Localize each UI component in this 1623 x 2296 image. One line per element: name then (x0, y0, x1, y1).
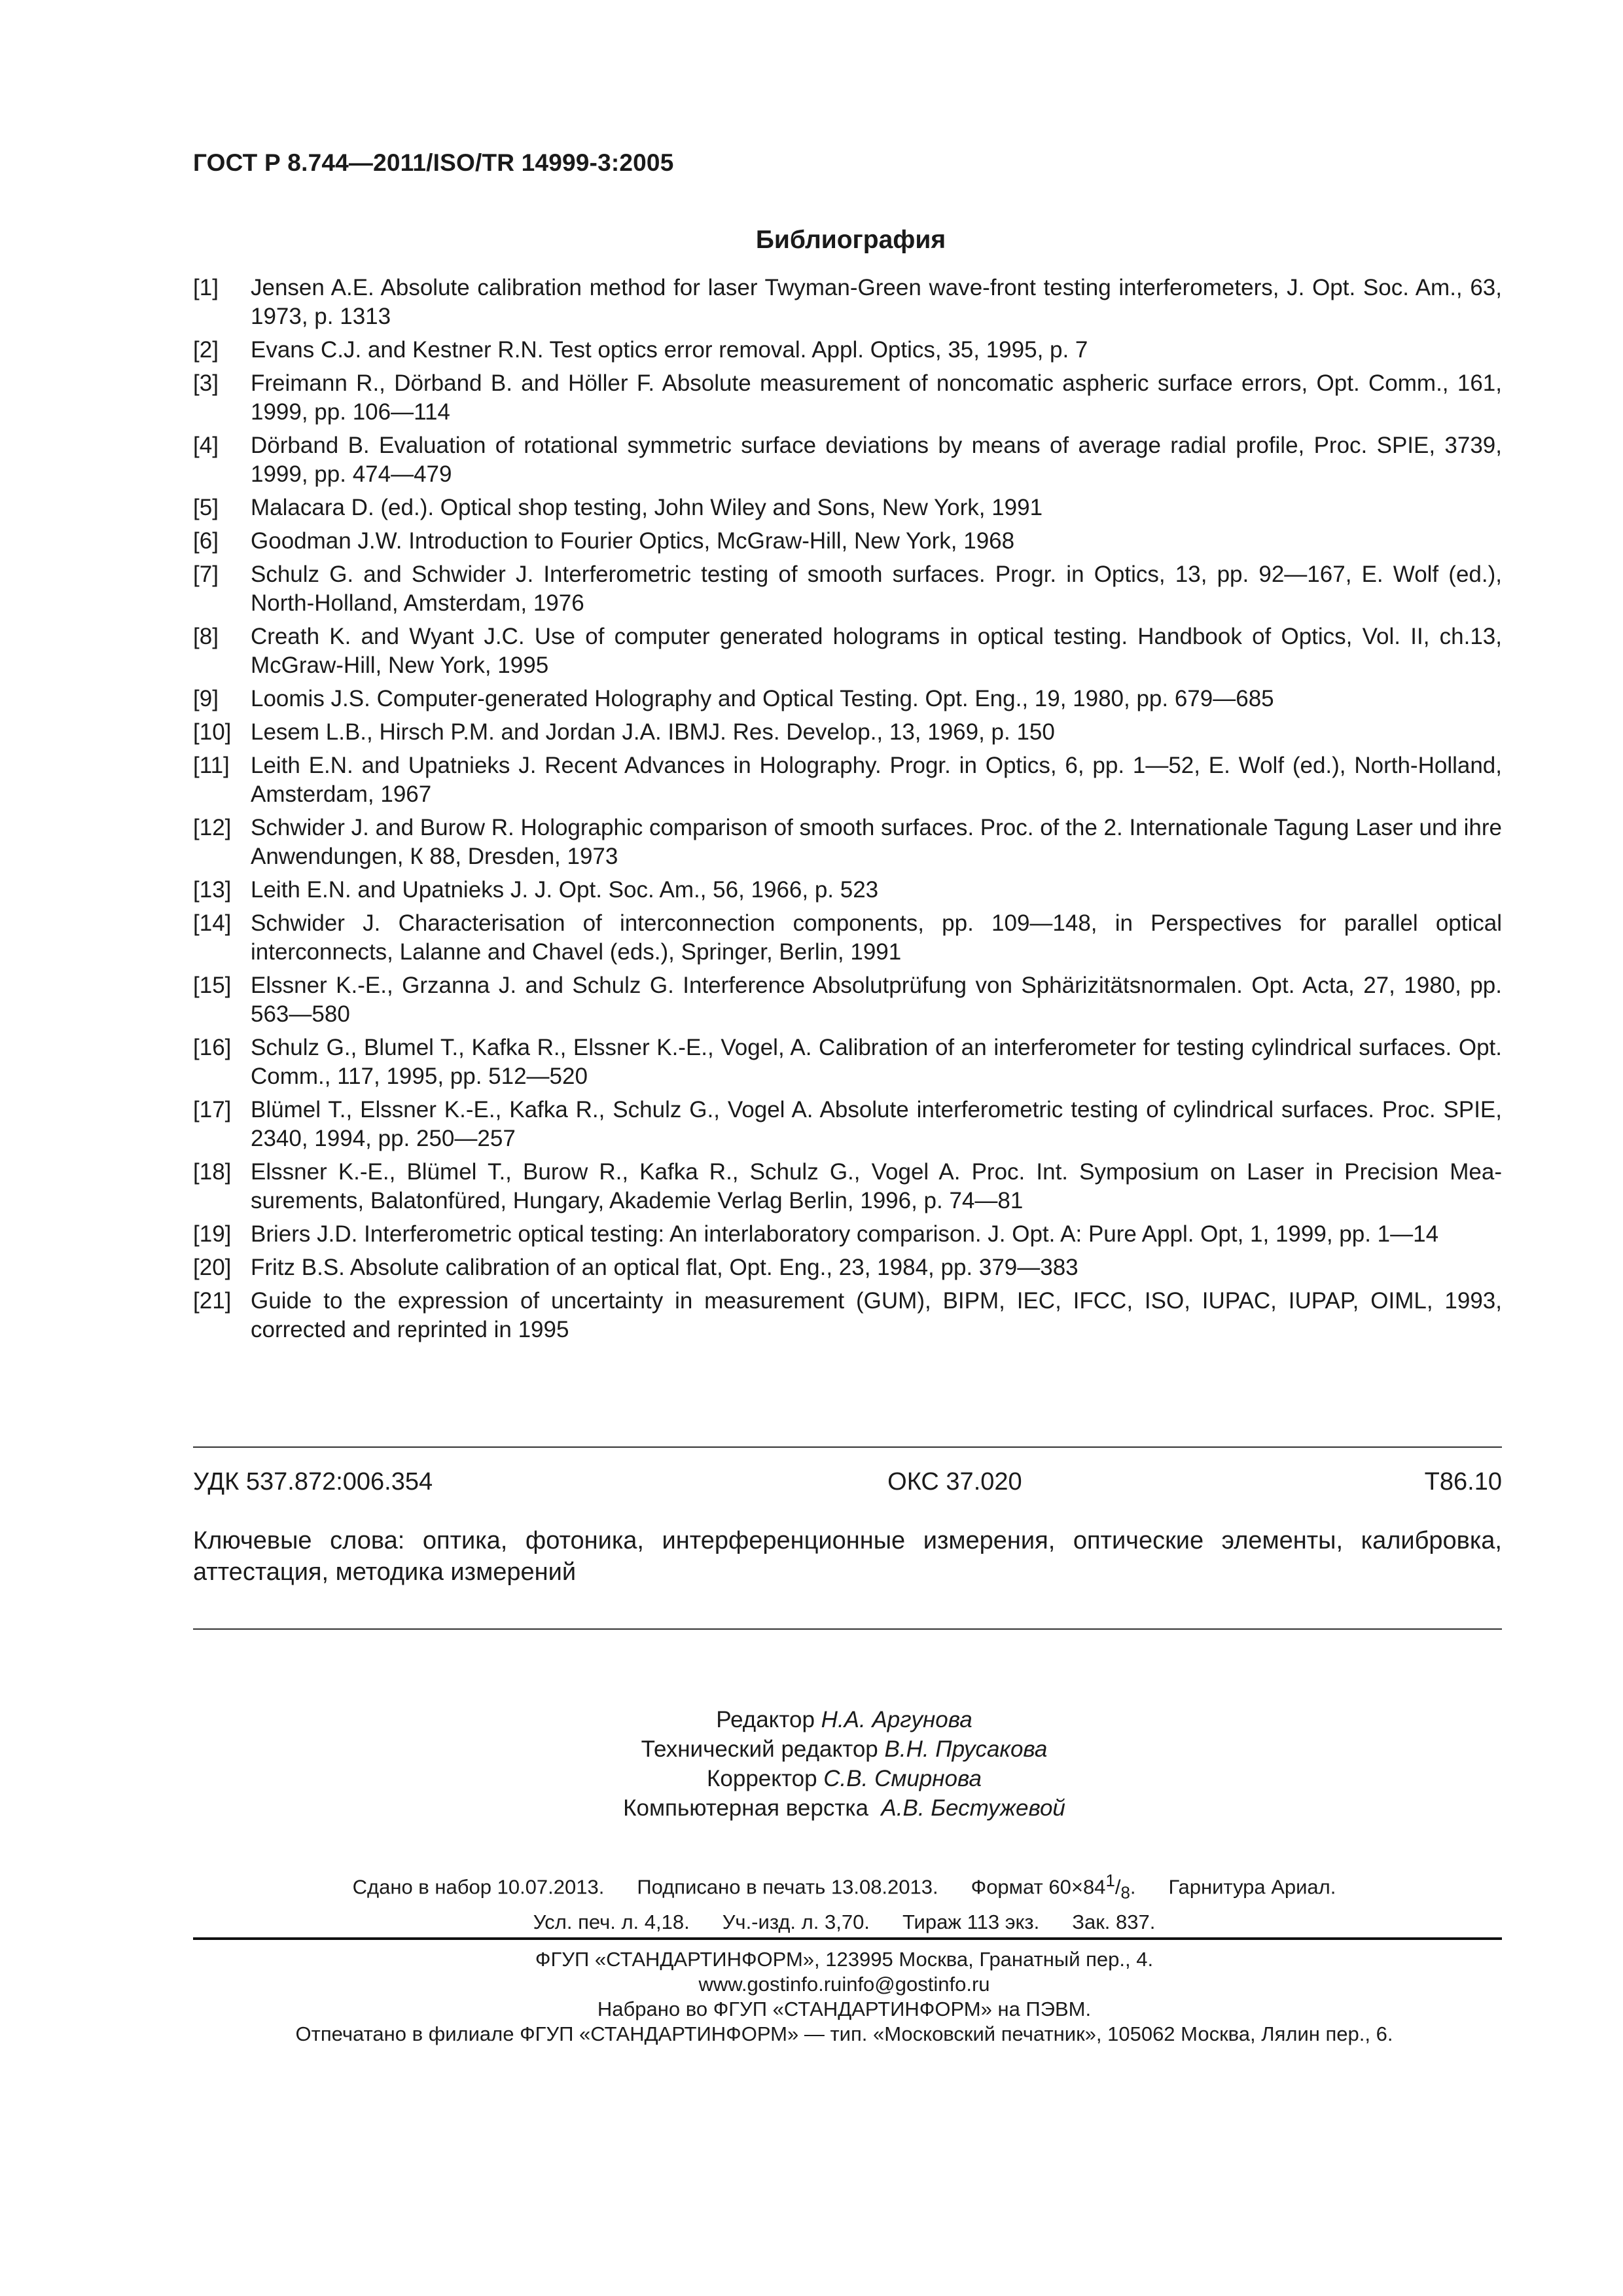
entry-number: [21] (193, 1288, 232, 1314)
bibliography-entry (193, 751, 1502, 809)
bibliography-entry (193, 971, 1502, 1029)
page-header: ГОСТ Р 8.744—2011/ISO/TR 14999-3:2005 (193, 149, 674, 176)
bibliography-entry (193, 336, 1502, 365)
publication-line-1: Сдано в набор 10.07.2013. Подписано в печать 13.08.2013. Формат $60\times 84^1/_8$. Гарнитура Ариал. (352, 1872, 1336, 1903)
entry-number: [9] (193, 686, 219, 711)
bibliography-entry (193, 527, 1502, 556)
entry-text: Lesem L.B., Hirsch P.M. and Jordan J.A. IBMJ. Res. Develop., 13, 1969, p. 150 (251, 719, 1055, 745)
keywords: Ключевые слова: оптика, фотоника, интерференционные измерения, оптические элементы, калибровка, аттестация, методика измерений (193, 1527, 1502, 1586)
entry-number: [18] (193, 1159, 232, 1185)
bibliography-entry (193, 274, 1502, 331)
bibliography-entry (193, 685, 1502, 713)
entry-text: Malacara D. (ed.). Optical shop testing, John Wiley and Sons, New York, 1991 (251, 495, 1043, 520)
entry-text: Blümel T., Elssner K.-E., Kafka R., Schulz G., Vogel A. Absolute interferometric testing of cylindrical surfaces. Proc. SPIE, 2340, 1994, pp. 250—257 (251, 1097, 1502, 1151)
entry-text: Guide to the expression of uncertainty in measurement (GUM), BIPM, IEC, IFCC, ISO, IUPAC, IUPAP, OIML, 1993, corrected and reprinted in 1995 (251, 1288, 1502, 1342)
divider-top (193, 1446, 1502, 1448)
printer-typeset: Набрано во ФГУП «СТАНДАРТИНФОРМ» на ПЭВМ. (597, 1998, 1092, 2020)
entry-text: Loomis J.S. Computer-generated Holography and Optical Testing. Opt. Eng., 19, 1980, pp. 679—685 (251, 686, 1274, 711)
entry-text: Jensen A.E. Absolute calibration method for laser Twyman-Green wave-front testing interferometers, J. Opt. Soc. Am., 63, 1973, p. 1313 (251, 275, 1502, 329)
entry-number: [10] (193, 719, 232, 745)
bibliography-list (193, 274, 1502, 1349)
entry-number: [1] (193, 275, 219, 300)
printer-info (0, 1947, 1623, 2047)
entry-text: Goodman J.W. Introduction to Fourier Optics, McGraw-Hill, New York, 1968 (251, 528, 1015, 554)
entry-text: Schulz G. and Schwider J. Interferometric testing of smooth surfaces. Progr. in Optics, 13, pp. 92—167, E. Wolf (ed.), North-Holland, Amsterdam, 1976 (251, 562, 1502, 616)
entry-number: [8] (193, 624, 219, 649)
entry-number: [17] (193, 1097, 232, 1122)
entry-text: Schwider J. and Burow R. Holographic comparison of smooth surfaces. Proc. of the 2. Internationale Tagung Laser und ihre Anwendungen, К 88, Dresden, 1973 (251, 815, 1502, 869)
bibliography-entry (193, 718, 1502, 747)
entry-number: [16] (193, 1035, 232, 1060)
entry-number: [5] (193, 495, 219, 520)
bibliography-entry (193, 1253, 1502, 1282)
entry-number: [4] (193, 433, 219, 458)
entry-number: [11] (193, 753, 230, 778)
entry-text: Freimann R., Dörband B. and Höller F. Absolute measurement of noncomatic aspheric surface errors, Opt. Comm., 161, 1999, pp. 106—114 (251, 370, 1502, 425)
entry-text: Leith E.N. and Upatnieks J. Recent Advances in Holography. Progr. in Optics, 6, pp. 1—52, E. Wolf (ed.), North-Holland, Amsterdam, 1967 (251, 753, 1502, 807)
entry-text: Briers J.D. Interferometric optical testing: An interlaboratory comparison. J. Opt. A: Pure Appl. Opt, 1, 1999, pp. 1—14 (251, 1221, 1439, 1247)
divider-middle (193, 1628, 1502, 1630)
entry-number: [14] (193, 910, 232, 936)
bibliography-entry (193, 1096, 1502, 1153)
email-link[interactable]: info@gostinfo.ru (842, 1973, 990, 1996)
bibliography-title: Библиография (755, 226, 946, 254)
entry-text: Schulz G., Blumel T., Kafka R., Elssner K.-E., Vogel, A. Calibration of an interferometer for testing cylindrical surfaces. Opt. Comm., 117, 1995, pp. 512—520 (251, 1035, 1502, 1089)
bibliography-entry (193, 814, 1502, 871)
udk-code: УДК 537.872:006.354 (193, 1468, 433, 1496)
printer-contacts (33, 1972, 1623, 1997)
entry-text: Elssner K.-E., Blümel T., Burow R., Kafka R., Schulz G., Vogel A. Proc. Int. Symposium on Laser in Precision Measurements, Balatonfüred, Hungary, Akademie Verlag Berlin, 1996, p. 74—81 (251, 1159, 1502, 1213)
credit-tech-editor: Технический редактор В.Н. Прусакова (641, 1736, 1048, 1762)
bibliography-entry (193, 1033, 1502, 1091)
bibliography-entry (193, 1158, 1502, 1215)
oks-code: ОКС 37.020 (887, 1468, 1022, 1496)
classification-row (193, 1468, 1502, 1496)
credit-layout: Компьютерная верстка А.В. Бестужевой (623, 1795, 1065, 1821)
bibliography-entry (193, 1287, 1502, 1344)
bibliography-entry (193, 876, 1502, 905)
bibliography-entry (193, 622, 1502, 680)
entry-number: [13] (193, 877, 232, 903)
entry-number: [20] (193, 1255, 232, 1280)
entry-text: Evans C.J. and Kestner R.N. Test optics error removal. Appl. Optics, 35, 1995, p. 7 (251, 337, 1088, 363)
bibliography-entry (193, 431, 1502, 489)
credit-corrector: Корректор С.В. Смирнова (707, 1766, 982, 1791)
bibliography-entry (193, 1220, 1502, 1249)
entry-text: Schwider J. Characterisation of interconnection components, pp. 109—148, in Perspectives for parallel optical interconnects, Lalanne and Chavel (eds.), Springer, Berlin, 1991 (251, 910, 1502, 965)
divider-bottom (193, 1937, 1502, 1940)
category-code: Т86.10 (1424, 1468, 1502, 1496)
credits-block (0, 1705, 1623, 1823)
entry-number: [15] (193, 973, 232, 998)
printer-printed: Отпечатано в филиале ФГУП «СТАНДАРТИНФОРМ» — тип. «Московский печатник», 105062 Москва, Лялин пер., 6. (295, 2022, 1393, 2045)
entry-number: [6] (193, 528, 219, 554)
entry-text: Elssner K.-E., Grzanna J. and Schulz G. Interference Absolutprüfung von Sphärizitätsnormalen. Opt. Acta, 27, 1980, pp. 563—580 (251, 973, 1502, 1027)
entry-number: [7] (193, 562, 219, 587)
entry-text: Fritz B.S. Absolute calibration of an optical flat, Opt. Eng., 23, 1984, pp. 379—383 (251, 1255, 1079, 1280)
printer-address: ФГУП «СТАНДАРТИНФОРМ», 123995 Москва, Гранатный пер., 4. (535, 1948, 1154, 1971)
bibliography-entry (193, 493, 1502, 522)
website-link[interactable]: www.gostinfo.ru (698, 1973, 842, 1996)
bibliography-entry (193, 909, 1502, 967)
entry-number: [12] (193, 815, 232, 840)
entry-text: Dörband B. Evaluation of rotational symmetric surface deviations by means of average radial profile, Proc. SPIE, 3739, 1999, pp. 474—479 (251, 433, 1502, 487)
entry-number: [2] (193, 337, 219, 363)
credit-editor: Редактор Н.А. Аргунова (716, 1707, 972, 1732)
entry-number: [3] (193, 370, 219, 396)
publication-line-2: Усл. печ. л. 4,18. Уч.-изд. л. 3,70. Тираж 113 экз. Зак. 837. (533, 1910, 1156, 1933)
section-title (0, 226, 1623, 255)
entry-text: Creath K. and Wyant J.C. Use of computer generated holograms in optical testing. Handbook of Optics, Vol. II, ch.13, McGraw-Hill, New York, 1995 (251, 624, 1502, 678)
entry-number: [19] (193, 1221, 232, 1247)
entry-text: Leith E.N. and Upatnieks J. J. Opt. Soc. Am., 56, 1966, p. 523 (251, 877, 879, 903)
publication-info (0, 1867, 1623, 1937)
bibliography-entry (193, 369, 1502, 427)
bibliography-entry (193, 560, 1502, 618)
